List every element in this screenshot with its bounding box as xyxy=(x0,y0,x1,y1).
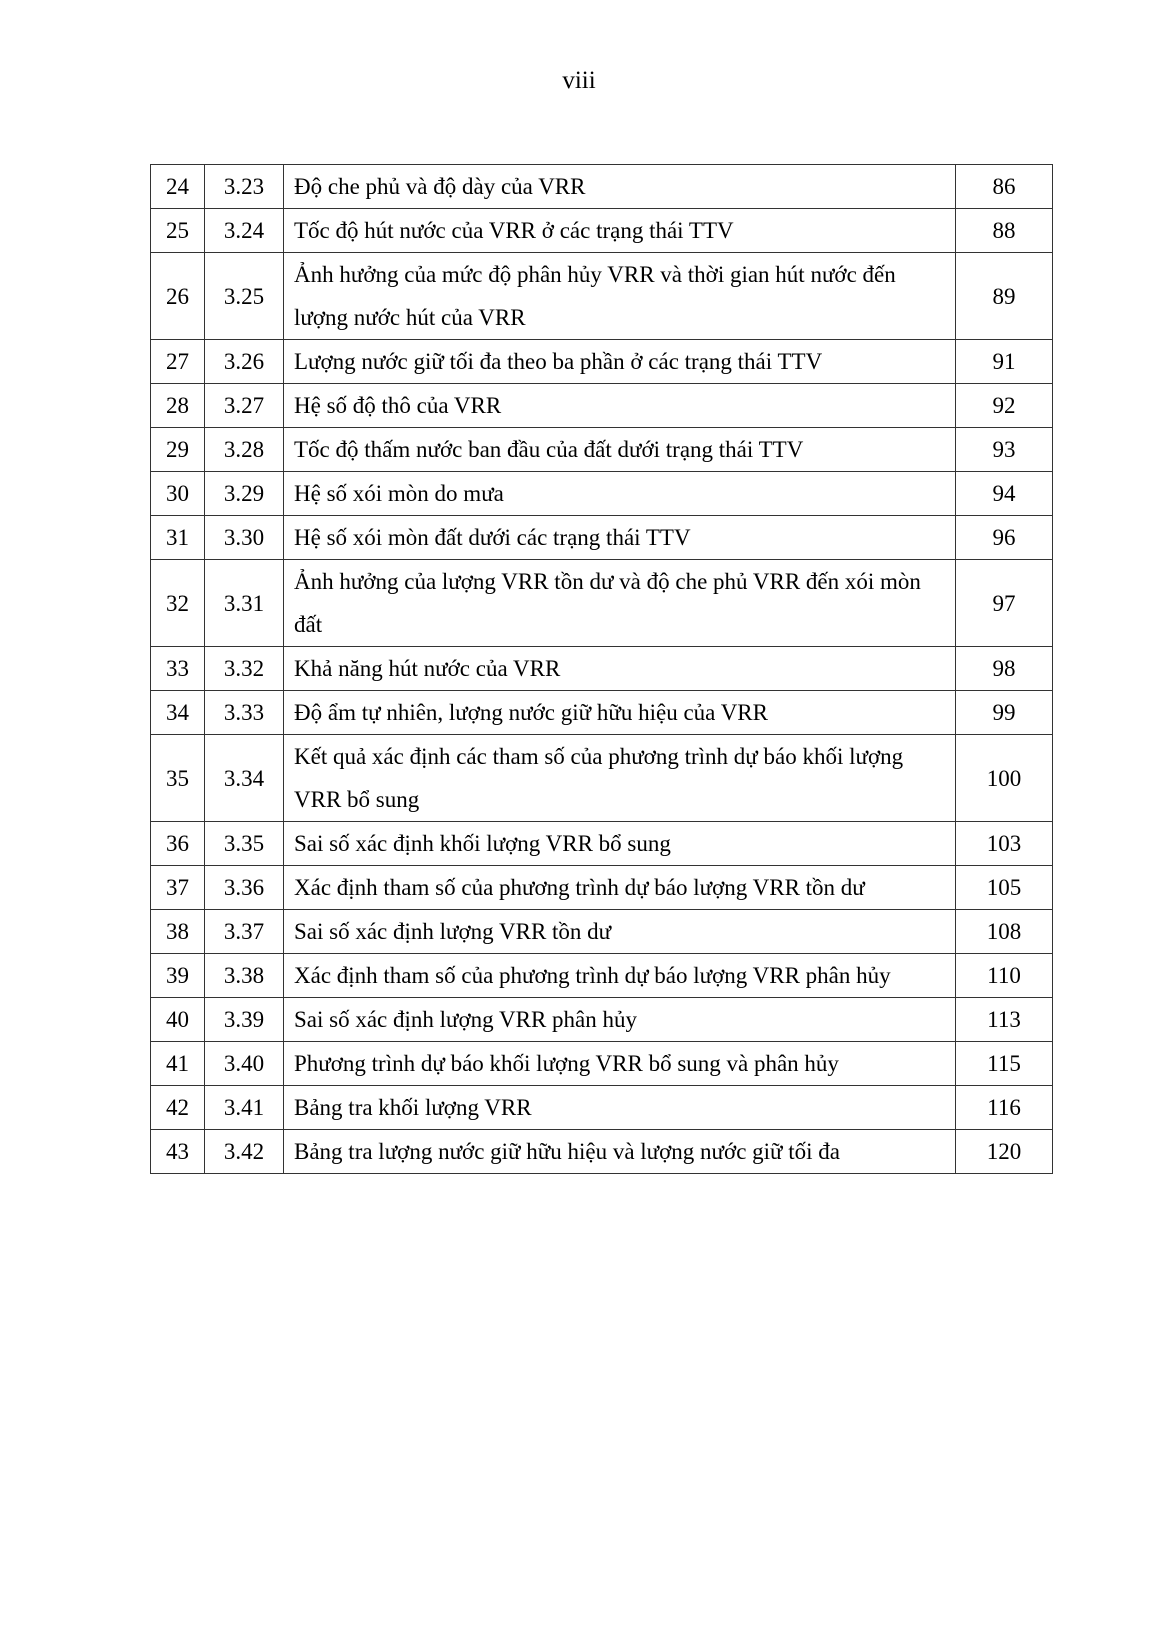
table-code: 3.36 xyxy=(205,866,284,910)
table-code: 3.38 xyxy=(205,954,284,998)
table-row xyxy=(151,165,1053,209)
page-ref: 113 xyxy=(956,998,1053,1042)
table-title: Ảnh hưởng của mức độ phân hủy VRR và thời gian hút nước đến lượng nước hút của VRR xyxy=(284,253,956,340)
row-number: 41 xyxy=(151,1042,205,1086)
table-title: Tốc độ thấm nước ban đầu của đất dưới trạng thái TTV xyxy=(284,428,956,472)
table-body xyxy=(151,165,1053,1174)
table-title: Tốc độ hút nước của VRR ở các trạng thái TTV xyxy=(284,209,956,253)
table-title: Lượng nước giữ tối đa theo ba phần ở các trạng thái TTV xyxy=(284,340,956,384)
row-number: 29 xyxy=(151,428,205,472)
page-ref: 100 xyxy=(956,735,1053,822)
row-number: 37 xyxy=(151,866,205,910)
table-row xyxy=(151,822,1053,866)
table-code: 3.31 xyxy=(205,560,284,647)
table-row xyxy=(151,735,1053,822)
page-ref: 86 xyxy=(956,165,1053,209)
table-code: 3.25 xyxy=(205,253,284,340)
page-ref: 92 xyxy=(956,384,1053,428)
row-number: 34 xyxy=(151,691,205,735)
table-row xyxy=(151,691,1053,735)
row-number: 40 xyxy=(151,998,205,1042)
row-number: 35 xyxy=(151,735,205,822)
table-row xyxy=(151,998,1053,1042)
table-code: 3.37 xyxy=(205,910,284,954)
table-title: Xác định tham số của phương trình dự báo lượng VRR tồn dư xyxy=(284,866,956,910)
table-title: Độ ẩm tự nhiên, lượng nước giữ hữu hiệu của VRR xyxy=(284,691,956,735)
table-row xyxy=(151,472,1053,516)
table-title: Hệ số xói mòn do mưa xyxy=(284,472,956,516)
row-number: 30 xyxy=(151,472,205,516)
row-number: 42 xyxy=(151,1086,205,1130)
table-title: Hệ số xói mòn đất dưới các trạng thái TTV xyxy=(284,516,956,560)
table-code: 3.23 xyxy=(205,165,284,209)
page-ref: 115 xyxy=(956,1042,1053,1086)
page-ref: 94 xyxy=(956,472,1053,516)
page-ref: 99 xyxy=(956,691,1053,735)
row-number: 27 xyxy=(151,340,205,384)
table-title: Phương trình dự báo khối lượng VRR bổ sung và phân hủy xyxy=(284,1042,956,1086)
table-row xyxy=(151,1086,1053,1130)
table-row xyxy=(151,253,1053,340)
table-title: Bảng tra lượng nước giữ hữu hiệu và lượng nước giữ tối đa xyxy=(284,1130,956,1174)
table-code: 3.40 xyxy=(205,1042,284,1086)
table-row xyxy=(151,340,1053,384)
row-number: 38 xyxy=(151,910,205,954)
table-code: 3.41 xyxy=(205,1086,284,1130)
table-row xyxy=(151,1130,1053,1174)
table-code: 3.32 xyxy=(205,647,284,691)
row-number: 28 xyxy=(151,384,205,428)
table-row xyxy=(151,209,1053,253)
page-ref: 105 xyxy=(956,866,1053,910)
table-title: Ảnh hưởng của lượng VRR tồn dư và độ che phủ VRR đến xói mòn đất xyxy=(284,560,956,647)
table-row xyxy=(151,910,1053,954)
page-ref: 108 xyxy=(956,910,1053,954)
table-title: Bảng tra khối lượng VRR xyxy=(284,1086,956,1130)
page-ref: 89 xyxy=(956,253,1053,340)
table-code: 3.30 xyxy=(205,516,284,560)
table-row xyxy=(151,866,1053,910)
row-number: 39 xyxy=(151,954,205,998)
table-row xyxy=(151,1042,1053,1086)
table-code: 3.35 xyxy=(205,822,284,866)
table-title: Kết quả xác định các tham số của phương trình dự báo khối lượng VRR bổ sung xyxy=(284,735,956,822)
table-row xyxy=(151,384,1053,428)
table-title: Sai số xác định khối lượng VRR bổ sung xyxy=(284,822,956,866)
page-ref: 103 xyxy=(956,822,1053,866)
page-ref: 96 xyxy=(956,516,1053,560)
table-title: Độ che phủ và độ dày của VRR xyxy=(284,165,956,209)
table-code: 3.26 xyxy=(205,340,284,384)
table-row xyxy=(151,954,1053,998)
row-number: 26 xyxy=(151,253,205,340)
table-title: Khả năng hút nước của VRR xyxy=(284,647,956,691)
page-ref: 93 xyxy=(956,428,1053,472)
table-row xyxy=(151,560,1053,647)
row-number: 25 xyxy=(151,209,205,253)
row-number: 43 xyxy=(151,1130,205,1174)
page-ref: 97 xyxy=(956,560,1053,647)
table-code: 3.42 xyxy=(205,1130,284,1174)
page-ref: 98 xyxy=(956,647,1053,691)
page-ref: 116 xyxy=(956,1086,1053,1130)
table-row xyxy=(151,428,1053,472)
table-title: Hệ số độ thô của VRR xyxy=(284,384,956,428)
table-code: 3.28 xyxy=(205,428,284,472)
row-number: 36 xyxy=(151,822,205,866)
table-title: Sai số xác định lượng VRR tồn dư xyxy=(284,910,956,954)
list-of-tables xyxy=(150,164,1053,1174)
row-number: 24 xyxy=(151,165,205,209)
table-code: 3.27 xyxy=(205,384,284,428)
table-code: 3.34 xyxy=(205,735,284,822)
page-ref: 88 xyxy=(956,209,1053,253)
row-number: 32 xyxy=(151,560,205,647)
table-code: 3.24 xyxy=(205,209,284,253)
table-row xyxy=(151,647,1053,691)
table-title: Xác định tham số của phương trình dự báo lượng VRR phân hủy xyxy=(284,954,956,998)
page-ref: 120 xyxy=(956,1130,1053,1174)
row-number: 33 xyxy=(151,647,205,691)
table-code: 3.29 xyxy=(205,472,284,516)
page-number: viii xyxy=(562,67,596,94)
page-ref: 91 xyxy=(956,340,1053,384)
page-ref: 110 xyxy=(956,954,1053,998)
table-row xyxy=(151,516,1053,560)
table-code: 3.39 xyxy=(205,998,284,1042)
table-title: Sai số xác định lượng VRR phân hủy xyxy=(284,998,956,1042)
table-code: 3.33 xyxy=(205,691,284,735)
row-number: 31 xyxy=(151,516,205,560)
